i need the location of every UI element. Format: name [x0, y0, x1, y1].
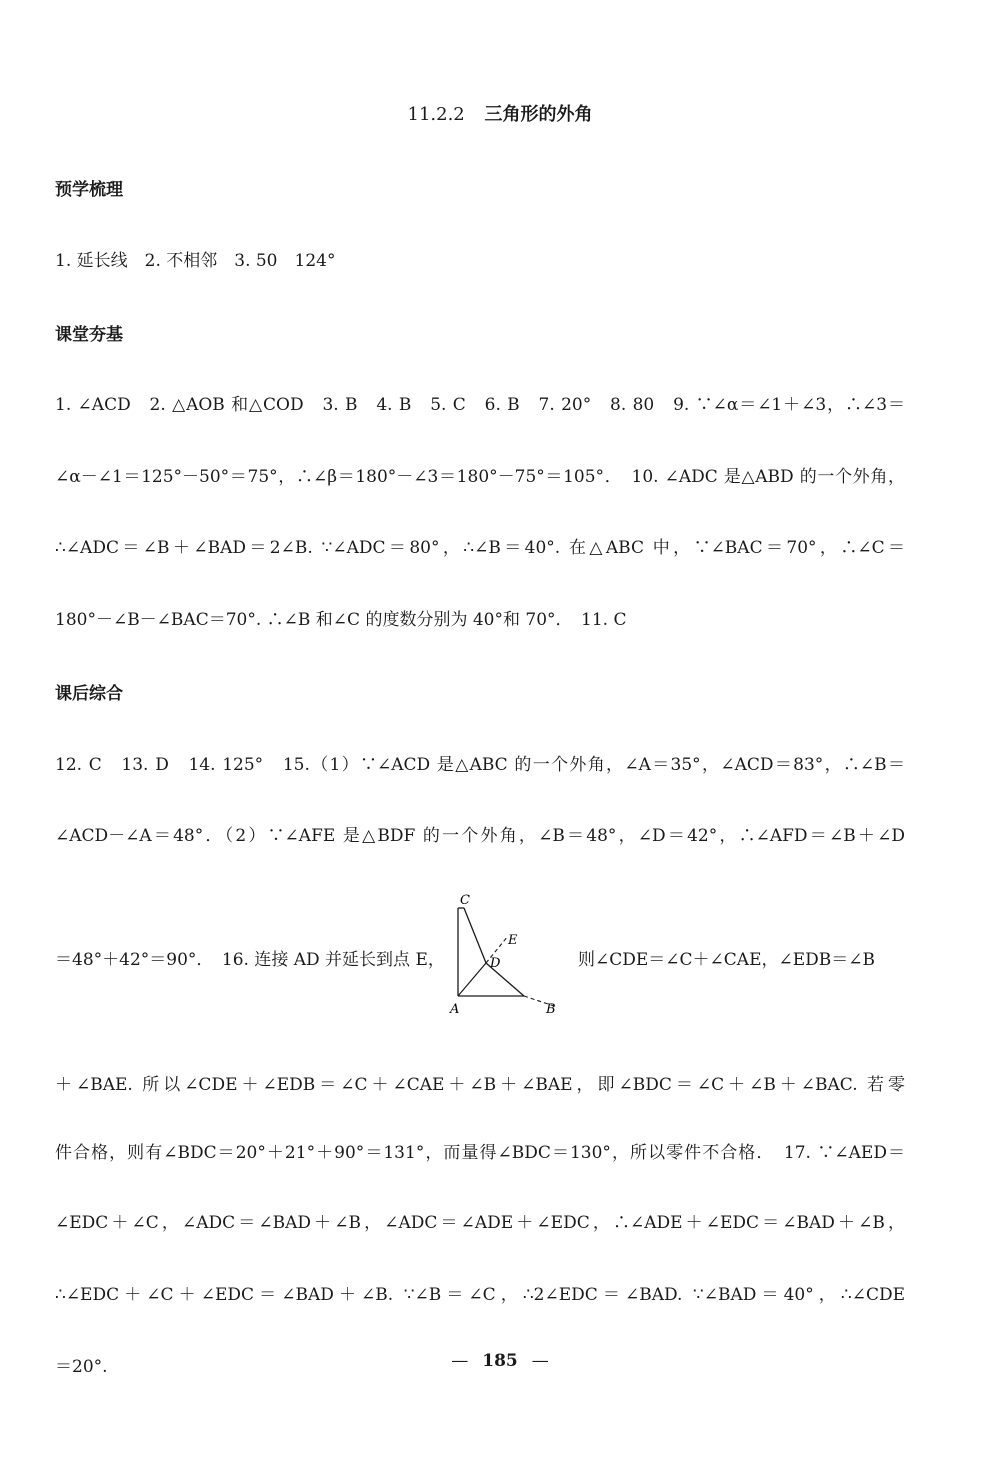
- classroom-line-1: 1. ∠ACD 2. △AOB 和△COD 3. B 4. B 5. C 6. B 7. 20° 8. 80 9. ∵∠α＝∠1＋∠3，∴∠3＝: [55, 395, 905, 415]
- after-class-line-3-right: 则∠CDE＝∠C＋∠CAE，∠EDB＝∠B: [578, 950, 875, 970]
- page-number: [0, 1351, 1000, 1371]
- label-d: D: [490, 956, 501, 971]
- after-class-line-6: ∠EDC＋∠C，∠ADC＝∠BAD＋∠B，∠ADC＝∠ADE＋∠EDC，∴∠ADE＋∠EDC＝∠BAD＋∠B，: [55, 1213, 905, 1233]
- label-e: E: [508, 933, 518, 948]
- after-class-heading: 课后综合: [55, 684, 123, 704]
- page-dash-right: —: [531, 1351, 549, 1371]
- section-title: [0, 100, 1000, 126]
- classroom-line-4: 180°－∠B－∠BAC＝70°. ∴∠B 和∠C 的度数分别为 40°和 70°． 11. C: [55, 610, 627, 630]
- triangle-figure: [446, 890, 566, 1016]
- label-a: A: [450, 1002, 460, 1016]
- after-class-line-4: ＋∠BAE. 所以∠CDE＋∠EDB＝∠C＋∠CAE＋∠B＋∠BAE，即∠BDC＝∠C＋∠B＋∠BAC. 若零: [55, 1075, 905, 1095]
- after-class-line-1: 12. C 13. D 14. 125° 15.（1）∵∠ACD 是△ABC 的一个外角，∠A＝35°，∠ACD＝83°，∴∠B＝: [55, 755, 905, 775]
- after-class-line-5: 件合格，则有∠BDC＝20°＋21°＋90°＝131°，而量得∠BDC＝130°，所以零件不合格． 17. ∵∠AED＝: [55, 1143, 905, 1163]
- after-class-line-7: ∴∠EDC＋∠C＋∠EDC＝∠BAD＋∠B. ∵∠B＝∠C，∴2∠EDC＝∠BAD. ∵∠BAD＝40°，∴∠CDE: [55, 1285, 905, 1305]
- section-number: 11.2.2: [407, 104, 465, 125]
- classroom-line-3: ∴∠ADC＝∠B＋∠BAD＝2∠B. ∵∠ADC＝80°，∴∠B＝40°. 在△ABC 中，∵∠BAC＝70°，∴∠C＝: [55, 538, 905, 558]
- classroom-heading: 课堂夯基: [55, 325, 123, 345]
- after-class-line-2: ∠ACD－∠A＝48°．（2）∵∠AFE 是△BDF 的一个外角，∠B＝48°，∠D＝42°，∴∠AFD＝∠B＋∠D: [55, 826, 905, 846]
- label-c: C: [460, 893, 470, 908]
- preview-answers: 1. 延长线 2. 不相邻 3. 50 124°: [55, 251, 336, 271]
- after-class-line-3-left: ＝48°＋42°＝90°． 16. 连接 AD 并延长到点 E，: [55, 950, 445, 970]
- section-name: 三角形的外角: [484, 104, 593, 125]
- label-b: B: [546, 1002, 556, 1016]
- segment-ad: [458, 963, 486, 996]
- after-class-line-8: ＝20°.: [55, 1357, 108, 1377]
- preview-heading: 预学梳理: [55, 180, 123, 200]
- segment-cd: [464, 908, 486, 963]
- classroom-line-2: ∠α－∠1＝125°－50°＝75°，∴∠β＝180°－∠3＝180°－75°＝105°． 10. ∠ADC 是△ABD 的一个外角，: [55, 467, 905, 487]
- page-number-value: 185: [482, 1351, 518, 1371]
- page-dash-left: —: [451, 1351, 469, 1371]
